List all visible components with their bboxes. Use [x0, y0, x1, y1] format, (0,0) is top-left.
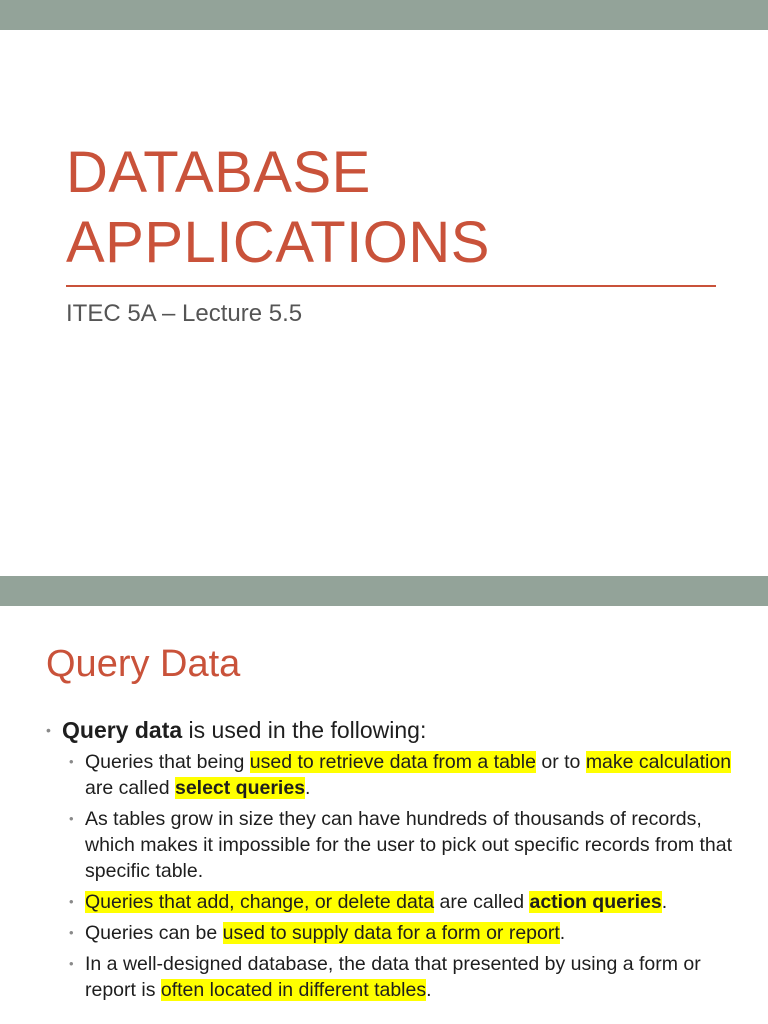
slide2-top-band [0, 576, 768, 606]
highlighted-text: select queries [174, 777, 306, 799]
highlighted-text: used to retrieve data from a table [249, 751, 536, 773]
sub-bullet-item [66, 749, 746, 801]
sub-bullet-item [66, 889, 746, 915]
bullet-dot-icon: • [69, 894, 74, 909]
slide1-title-line2: APPLICATIONS [66, 210, 490, 275]
bullet-dot-icon: • [69, 811, 74, 826]
sub-bullet-item [66, 920, 746, 946]
sub-bullet-item [66, 806, 746, 884]
bullet-text: Queries can be [85, 922, 223, 944]
slide2-title: Query Data [46, 643, 241, 685]
main-bullet [46, 714, 426, 746]
bullet-text: are called [85, 777, 175, 799]
highlighted-text: make calculation [585, 751, 732, 773]
bullet-text: . [559, 922, 566, 944]
slide1-title [66, 138, 490, 278]
bullet-dot-icon: • [69, 754, 74, 769]
bullet-text: In a well-designed database, the data that presented by using a form or report is [85, 953, 701, 1001]
bullet-text: As tables grow in size they can have hundreds of thousands of records, which makes it impossible for the user to pick out specific records from that specific table. [85, 808, 733, 882]
bullet-text: Queries that being [85, 751, 250, 773]
highlighted-text: action queries [529, 891, 662, 913]
main-bullet-bold: Query data [62, 717, 183, 743]
slide1-title-line1: DATABASE [66, 140, 371, 205]
title-divider [66, 285, 716, 287]
bullet-text: . [661, 891, 668, 913]
highlighted-text: often located in different tables [160, 979, 427, 1001]
bullet-dot-icon: • [69, 925, 74, 940]
slide1-subtitle: ITEC 5A – Lecture 5.5 [66, 300, 303, 327]
bullet-text: . [426, 979, 432, 1001]
bullet-dot-icon: • [46, 722, 51, 738]
bullet-text: . [305, 777, 311, 799]
highlighted-text: used to supply data for a form or report [222, 922, 560, 944]
main-bullet-text: is used in the following: [182, 717, 427, 743]
highlighted-text: Queries that add, change, or delete data [85, 891, 435, 913]
sub-bullet-item [66, 951, 746, 1003]
bullet-text: are called [434, 891, 530, 913]
bullet-text: or to [535, 751, 586, 773]
sub-bullet-list [66, 749, 746, 1008]
bullet-dot-icon: • [69, 956, 74, 971]
slide1-top-band [0, 0, 768, 30]
